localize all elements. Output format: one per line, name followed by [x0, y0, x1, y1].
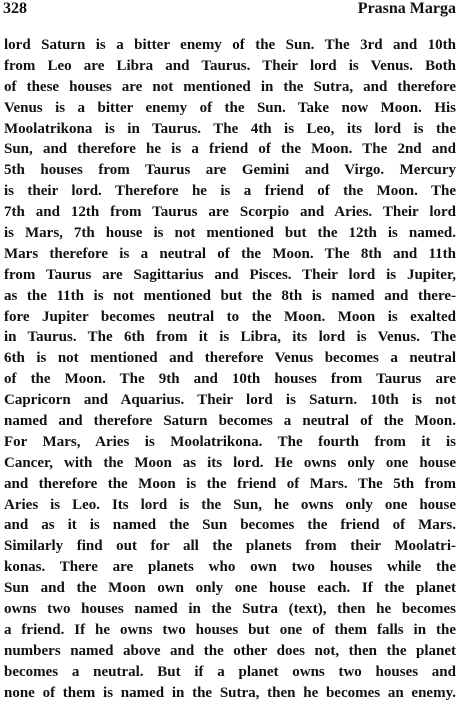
- text-line: Aries is Leo. Its lord is the Sun, he owns only one house: [4, 496, 456, 513]
- text-line: For Mars, Aries is Moolatrikona. The fourth from it is: [4, 433, 456, 450]
- text-line: Sun and the Moon own only one house each. If the planet: [4, 580, 456, 597]
- page-number: 328: [3, 0, 27, 17]
- text-line: from Leo are Libra and Taurus. Their lord is Venus. Both: [4, 57, 456, 74]
- text-line: Venus is a bitter enemy of the Sun. Take now Moon. His: [4, 99, 456, 116]
- text-line: Mars therefore is a neutral of the Moon. The 8th and 11th: [4, 245, 456, 262]
- text-line: a friend. If he owns two houses but one of them falls in the: [4, 621, 456, 638]
- text-line: Moolatrikona is in Taurus. The 4th is Leo, its lord is the: [4, 120, 456, 137]
- text-line: lord Saturn is a bitter enemy of the Sun. The 3rd and 10th: [4, 37, 456, 53]
- text-line: Sun, and therefore he is a friend of the Moon. The 2nd and: [4, 141, 456, 158]
- text-line: 7th and 12th from Taurus are Scorpio and Aries. Their lord: [4, 204, 456, 221]
- text-line: konas. There are planets who own two houses while the: [4, 559, 456, 576]
- text-line: is their lord. Therefore he is a friend of the Moon. The: [4, 183, 456, 200]
- text-line: owns two houses named in the Sutra (text), then he becomes: [4, 601, 456, 618]
- running-head: Prasna Marga: [357, 0, 456, 17]
- text-line: numbers named above and the other does not, then the planet: [4, 642, 456, 659]
- text-line: Capricorn and Aquarius. Their lord is Saturn. 10th is not: [4, 392, 456, 409]
- text-line: and as it is named the Sun becomes the friend of Mars.: [4, 517, 456, 534]
- text-line: is Mars, 7th house is not mentioned but the 12th is named.: [4, 225, 456, 242]
- text-line: Similarly find out for all the planets from their Moolatri-: [4, 538, 456, 555]
- text-line: of these houses are not mentioned in the Sutra, and therefore: [4, 78, 456, 95]
- text-line: in Taurus. The 6th from it is Libra, its lord is Venus. The: [4, 329, 456, 346]
- text-line: from Taurus are Sagittarius and Pisces. Their lord is Jupiter,: [4, 266, 456, 283]
- text-line: none of them is named in the Sutra, then he becomes an enemy.: [4, 684, 456, 701]
- text-line: Cancer, with the Moon as its lord. He owns only one house: [4, 454, 456, 471]
- text-line: of the Moon. The 9th and 10th houses from Taurus are: [4, 371, 456, 388]
- body-paragraph: [4, 35, 456, 704]
- text-line: fore Jupiter becomes neutral to the Moon. Moon is exalted: [4, 308, 456, 325]
- text-line: 6th is not mentioned and therefore Venus becomes a neutral: [4, 350, 456, 367]
- text-line: and therefore the Moon is the friend of Mars. The 5th from: [4, 475, 456, 492]
- text-line: becomes a neutral. But if a planet owns two houses and: [4, 663, 456, 680]
- text-line: as the 11th is not mentioned but the 8th is named and there-: [4, 287, 456, 304]
- text-line: 5th houses from Taurus are Gemini and Virgo. Mercury: [4, 162, 456, 179]
- text-line: named and therefore Saturn becomes a neutral of the Moon.: [4, 413, 456, 430]
